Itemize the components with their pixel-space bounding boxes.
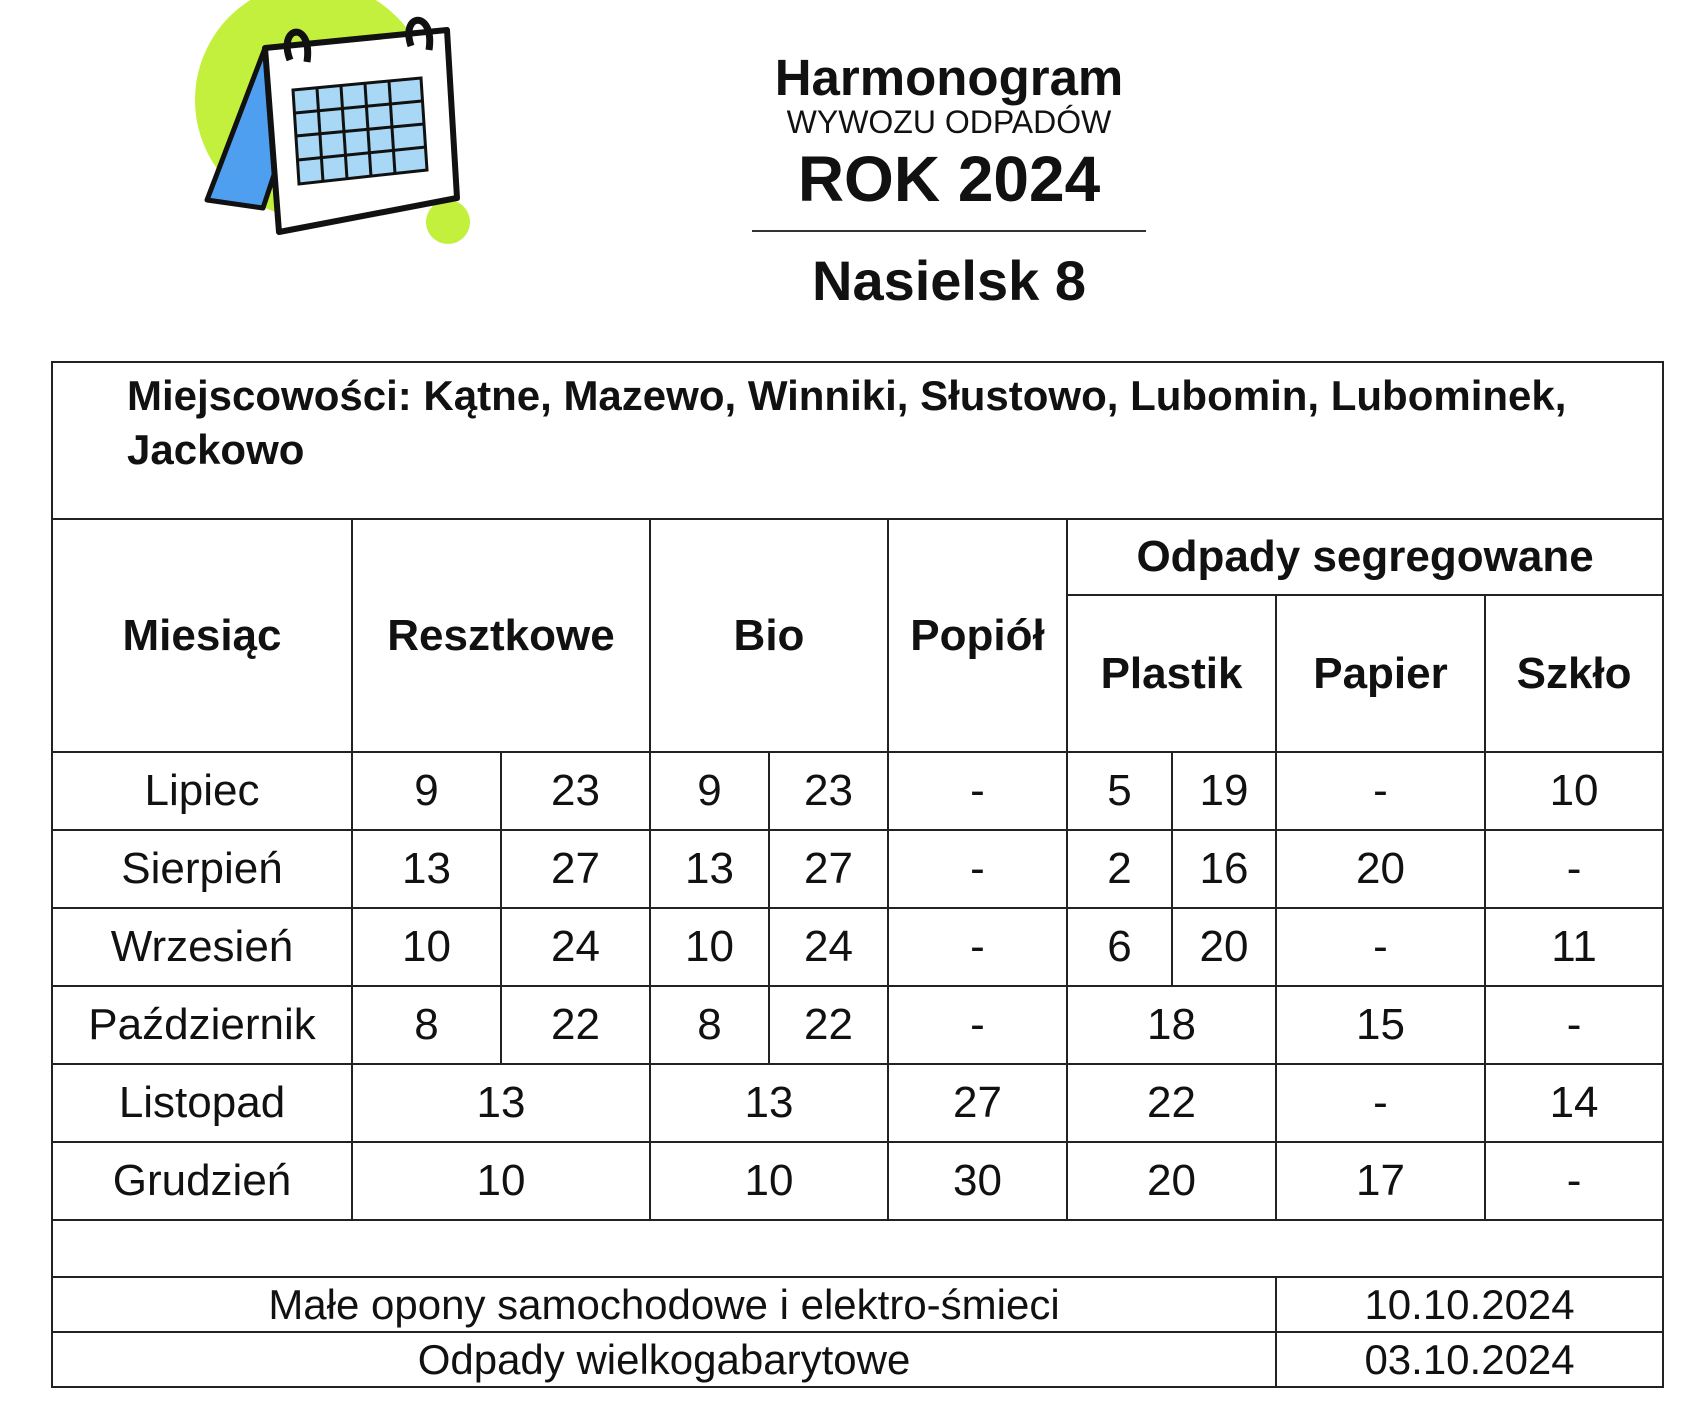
glass-cell: - [1485, 830, 1663, 908]
header-plastic: Plastik [1067, 595, 1276, 752]
paper-cell: 17 [1276, 1142, 1485, 1220]
header-ash: Popiół [888, 519, 1067, 752]
footer-label: Małe opony samochodowe i elektro-śmieci [52, 1277, 1276, 1332]
ash-cell: 30 [888, 1142, 1067, 1220]
header-paper: Papier [1276, 595, 1485, 752]
localities-cell: Miejscowości: Kątne, Mazewo, Winniki, Słustowo, Lubomin, Lubominek, Jackowo [52, 362, 1663, 519]
paper-cell: - [1276, 752, 1485, 830]
residual-cell: 10 [352, 908, 501, 986]
residual-cell: 24 [501, 908, 650, 986]
footer-row [52, 1277, 1663, 1332]
header-segregated: Odpady segregowane [1067, 519, 1663, 595]
glass-cell: - [1485, 986, 1663, 1064]
area-name: Nasielsk 8 [812, 249, 1086, 312]
residual-cell: 13 [352, 1064, 650, 1142]
table-row [52, 1142, 1663, 1220]
plastic-cell: 18 [1067, 986, 1276, 1064]
header-glass: Szkło [1485, 595, 1663, 752]
plastic-cell: 5 [1067, 752, 1172, 830]
paper-cell: 20 [1276, 830, 1485, 908]
month-cell: Sierpień [52, 830, 352, 908]
bio-cell: 23 [769, 752, 888, 830]
plastic-cell: 20 [1172, 908, 1276, 986]
plastic-cell: 22 [1067, 1064, 1276, 1142]
plastic-cell: 20 [1067, 1142, 1276, 1220]
header-divider [752, 230, 1146, 232]
ash-cell: 27 [888, 1064, 1067, 1142]
paper-cell: 15 [1276, 986, 1485, 1064]
bio-cell: 13 [650, 1064, 888, 1142]
ash-cell: - [888, 752, 1067, 830]
footer-row [52, 1332, 1663, 1387]
table-row [52, 908, 1663, 986]
glass-cell: 10 [1485, 752, 1663, 830]
paper-cell: - [1276, 1064, 1485, 1142]
paper-cell: - [1276, 908, 1485, 986]
bio-cell: 24 [769, 908, 888, 986]
header-residual: Resztkowe [352, 519, 650, 752]
bio-cell: 13 [650, 830, 769, 908]
table-row [52, 752, 1663, 830]
footer-date: 10.10.2024 [1276, 1277, 1663, 1332]
footer-label: Odpady wielkogabarytowe [52, 1332, 1276, 1387]
residual-cell: 23 [501, 752, 650, 830]
residual-cell: 27 [501, 830, 650, 908]
glass-cell: 14 [1485, 1064, 1663, 1142]
bio-cell: 9 [650, 752, 769, 830]
table-row [52, 986, 1663, 1064]
plastic-cell: 2 [1067, 830, 1172, 908]
ash-cell: - [888, 908, 1067, 986]
document-title: Harmonogram [774, 49, 1124, 106]
glass-cell: - [1485, 1142, 1663, 1220]
bio-cell: 22 [769, 986, 888, 1064]
residual-cell: 22 [501, 986, 650, 1064]
month-cell: Lipiec [52, 752, 352, 830]
document-year: ROK 2024 [797, 143, 1101, 215]
ash-cell: - [888, 830, 1067, 908]
plastic-cell: 16 [1172, 830, 1276, 908]
table-row [52, 1064, 1663, 1142]
table-row [52, 830, 1663, 908]
plastic-cell: 19 [1172, 752, 1276, 830]
ash-cell: - [888, 986, 1067, 1064]
bio-cell: 8 [650, 986, 769, 1064]
plastic-cell: 6 [1067, 908, 1172, 986]
schedule-table [51, 361, 1664, 1388]
document-subtitle: WYWOZU ODPADÓW [786, 104, 1112, 140]
month-cell: Wrzesień [52, 908, 352, 986]
glass-cell: 11 [1485, 908, 1663, 986]
spacer-row [52, 1220, 1663, 1277]
bio-cell: 10 [650, 1142, 888, 1220]
calendar-icon [195, 0, 475, 250]
bio-cell: 27 [769, 830, 888, 908]
month-cell: Grudzień [52, 1142, 352, 1220]
month-cell: Październik [52, 986, 352, 1064]
residual-cell: 8 [352, 986, 501, 1064]
residual-cell: 10 [352, 1142, 650, 1220]
residual-cell: 13 [352, 830, 501, 908]
footer-date: 03.10.2024 [1276, 1332, 1663, 1387]
month-cell: Listopad [52, 1064, 352, 1142]
header-bio: Bio [650, 519, 888, 752]
residual-cell: 9 [352, 752, 501, 830]
header-month: Miesiąc [52, 519, 352, 752]
bio-cell: 10 [650, 908, 769, 986]
